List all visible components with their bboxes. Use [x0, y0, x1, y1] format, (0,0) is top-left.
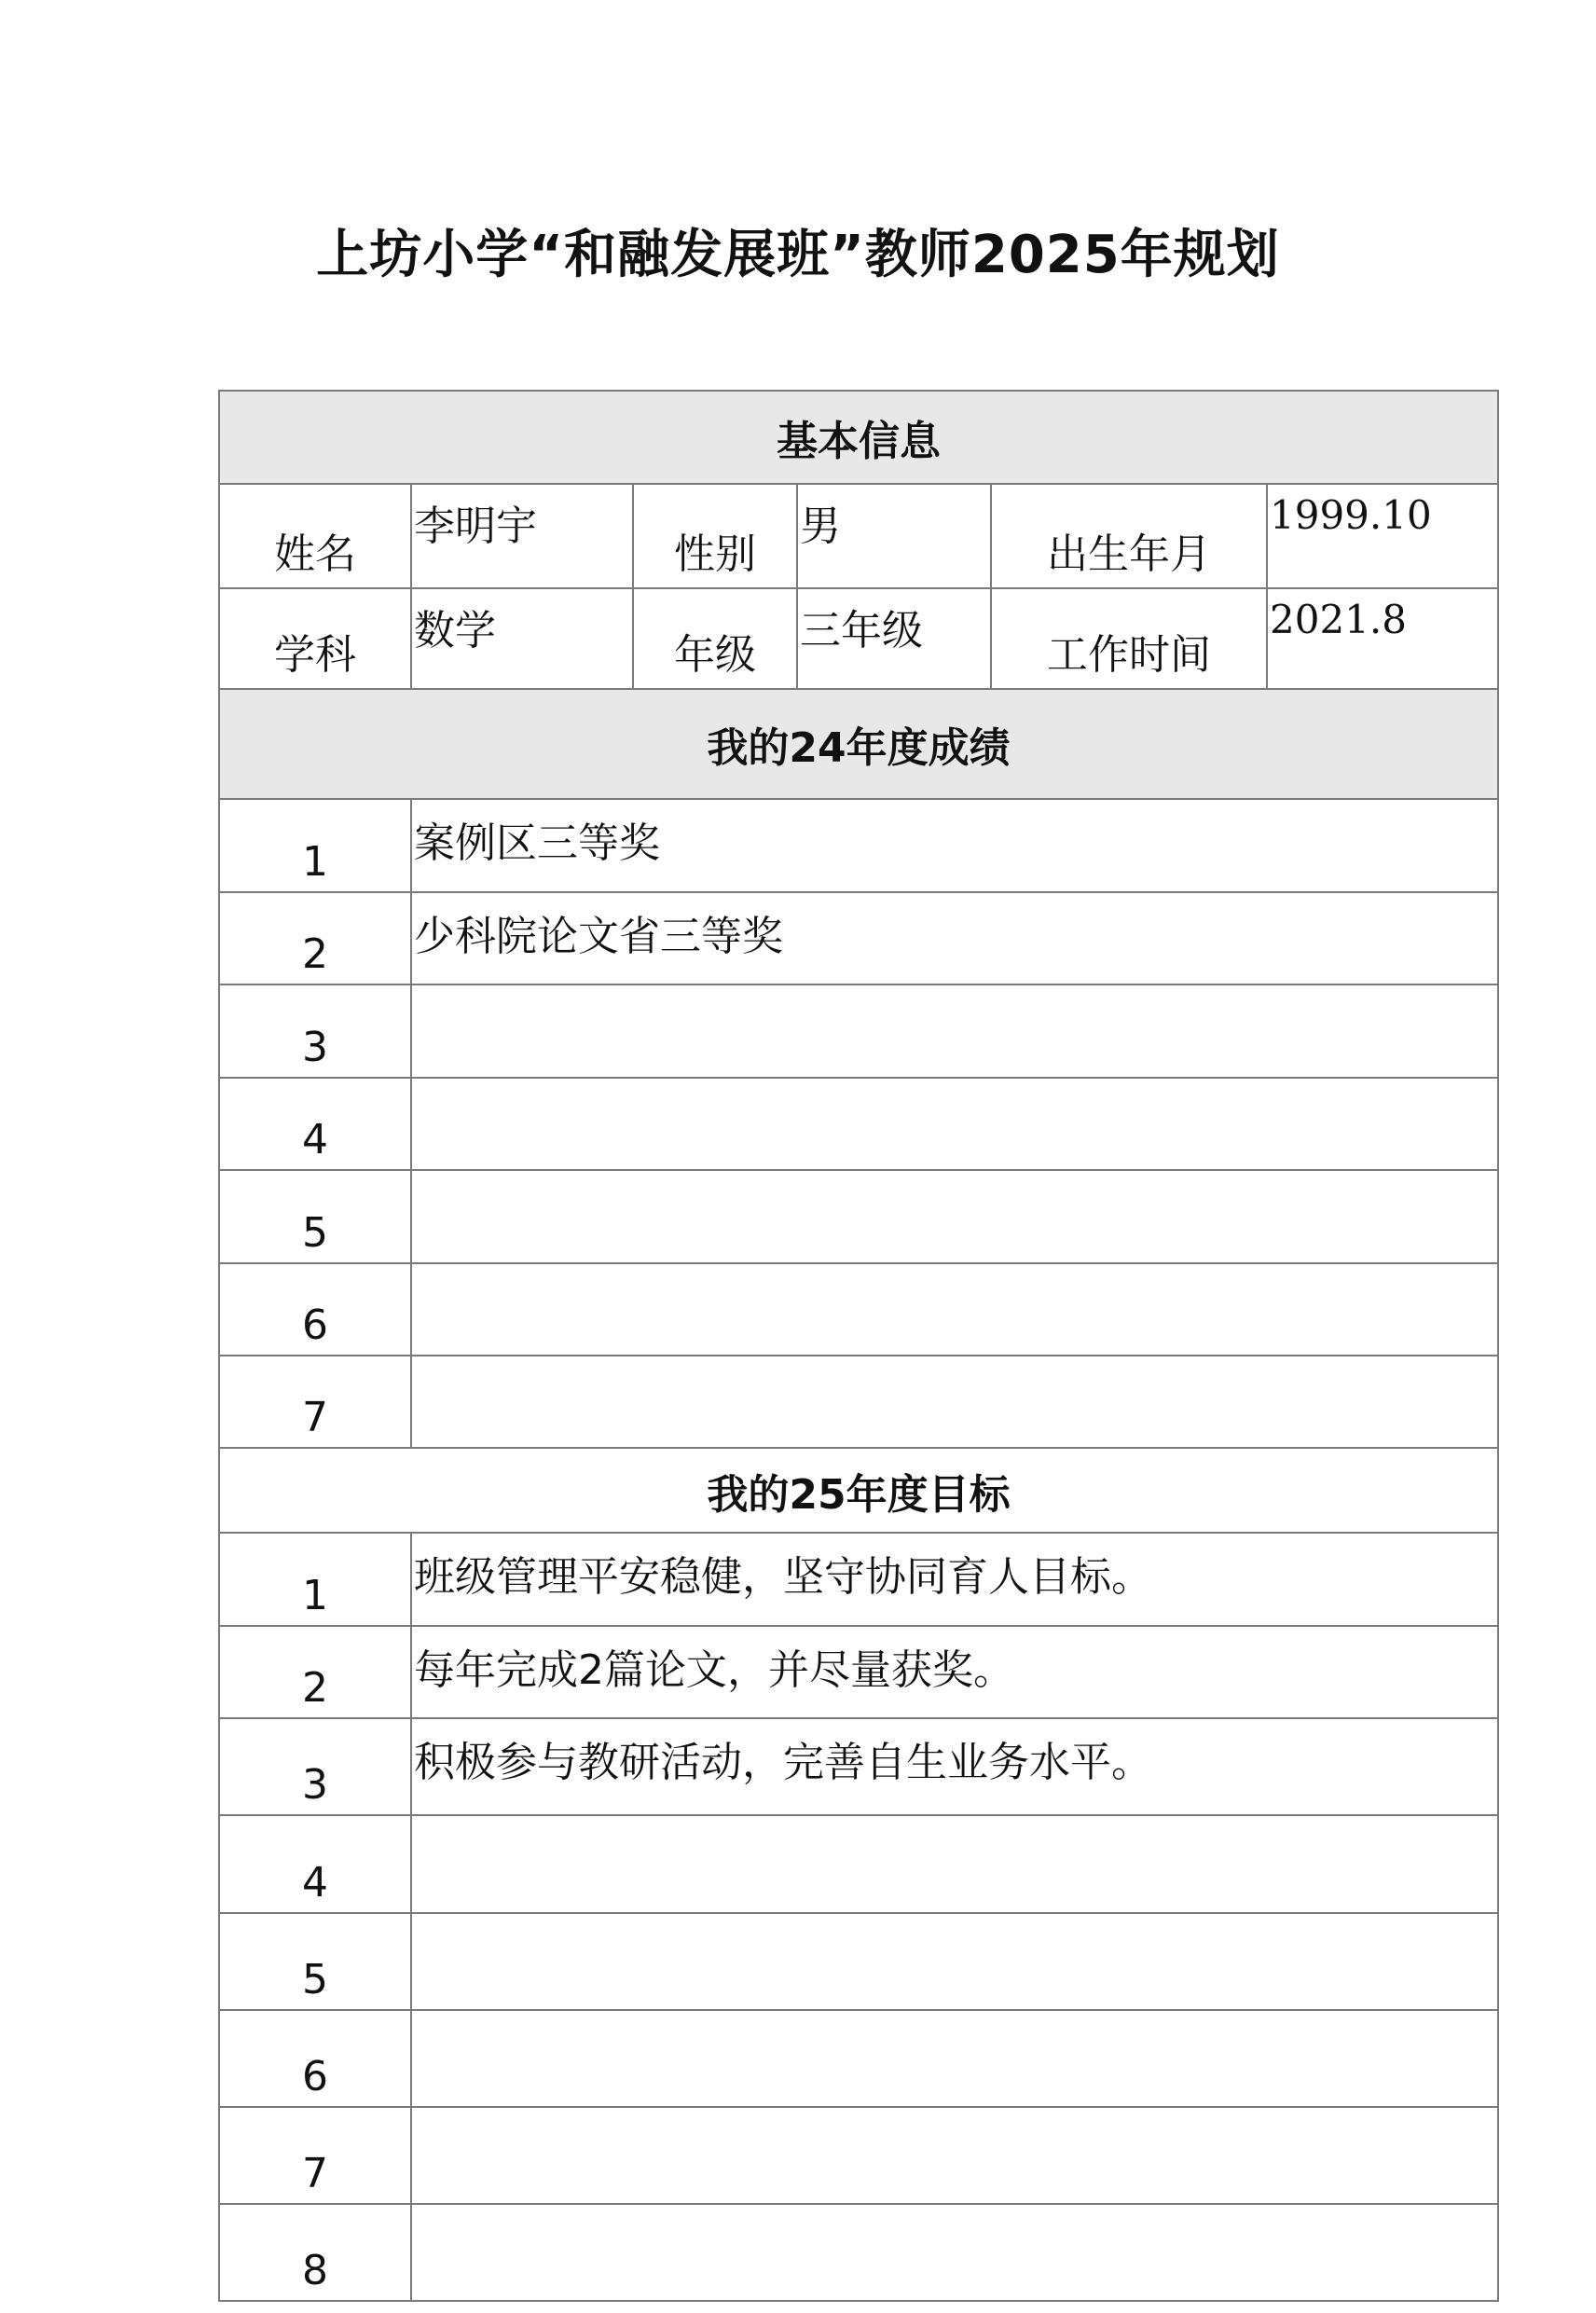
goal-row [219, 1815, 1498, 1913]
goal-row [219, 1533, 1498, 1626]
goal-row [219, 2107, 1498, 2204]
subject-value[interactable]: 数学 [411, 588, 633, 689]
goal-row [219, 1718, 1498, 1815]
basic-info-row-1 [219, 484, 1498, 588]
achievement-text[interactable]: 少科院论文省三等奖 [411, 892, 1498, 984]
achievement-row [219, 799, 1498, 892]
achievement-text[interactable]: 案例区三等奖 [411, 799, 1498, 892]
achievement-text[interactable] [411, 1170, 1498, 1263]
goal-number: 4 [219, 1815, 411, 1913]
gender-value[interactable]: 男 [797, 484, 991, 588]
basic-info-row-2 [219, 588, 1498, 689]
achievement-number: 1 [219, 799, 411, 892]
goal-text[interactable] [411, 2107, 1498, 2204]
plan-form-table [218, 390, 1499, 2302]
goal-number: 8 [219, 2204, 411, 2301]
achievement-row [219, 1263, 1498, 1356]
achievement-row [219, 1170, 1498, 1263]
goal-row [219, 2204, 1498, 2301]
name-value[interactable]: 李明宇 [411, 484, 633, 588]
goal-text[interactable] [411, 2204, 1498, 2301]
work-time-label: 工作时间 [991, 588, 1267, 689]
goal-row [219, 1626, 1498, 1718]
achievements-header-row [219, 689, 1498, 799]
gender-label: 性别 [633, 484, 797, 588]
goal-number: 1 [219, 1533, 411, 1626]
birth-value[interactable]: 1999.10 [1267, 484, 1498, 588]
achievements-header: 我的24年度成绩 [219, 689, 1498, 799]
goal-number: 7 [219, 2107, 411, 2204]
work-time-value[interactable]: 2021.8 [1267, 588, 1498, 689]
achievement-text[interactable] [411, 1263, 1498, 1356]
achievement-text[interactable] [411, 984, 1498, 1078]
goal-number: 2 [219, 1626, 411, 1718]
page-title: 上坊小学“和融发展班”教师2025年规划 [316, 225, 1280, 285]
achievement-row [219, 1356, 1498, 1448]
name-label: 姓名 [219, 484, 411, 588]
goal-text[interactable]: 每年完成2篇论文，并尽量获奖。 [411, 1626, 1498, 1718]
achievement-text[interactable] [411, 1356, 1498, 1448]
achievement-number: 5 [219, 1170, 411, 1263]
grade-label: 年级 [633, 588, 797, 689]
goal-row [219, 1913, 1498, 2010]
goal-text[interactable] [411, 1815, 1498, 1913]
basic-info-header-row [219, 391, 1498, 484]
goal-text[interactable]: 班级管理平安稳健，坚守协同育人目标。 [411, 1533, 1498, 1626]
achievement-row [219, 892, 1498, 984]
goal-text[interactable] [411, 2010, 1498, 2107]
goal-row [219, 2010, 1498, 2107]
achievement-row [219, 1078, 1498, 1170]
grade-value[interactable]: 三年级 [797, 588, 991, 689]
achievement-number: 7 [219, 1356, 411, 1448]
basic-info-header: 基本信息 [219, 391, 1498, 484]
achievement-number: 4 [219, 1078, 411, 1170]
achievement-row [219, 984, 1498, 1078]
goal-number: 3 [219, 1718, 411, 1815]
achievement-number: 3 [219, 984, 411, 1078]
goal-text[interactable] [411, 1913, 1498, 2010]
goals-header-row [219, 1448, 1498, 1533]
achievement-number: 6 [219, 1263, 411, 1356]
subject-label: 学科 [219, 588, 411, 689]
goal-number: 6 [219, 2010, 411, 2107]
goals-header: 我的25年度目标 [219, 1448, 1498, 1533]
achievement-text[interactable] [411, 1078, 1498, 1170]
achievement-number: 2 [219, 892, 411, 984]
goal-text[interactable]: 积极参与教研活动，完善自生业务水平。 [411, 1718, 1498, 1815]
birth-label: 出生年月 [991, 484, 1267, 588]
goal-number: 5 [219, 1913, 411, 2010]
